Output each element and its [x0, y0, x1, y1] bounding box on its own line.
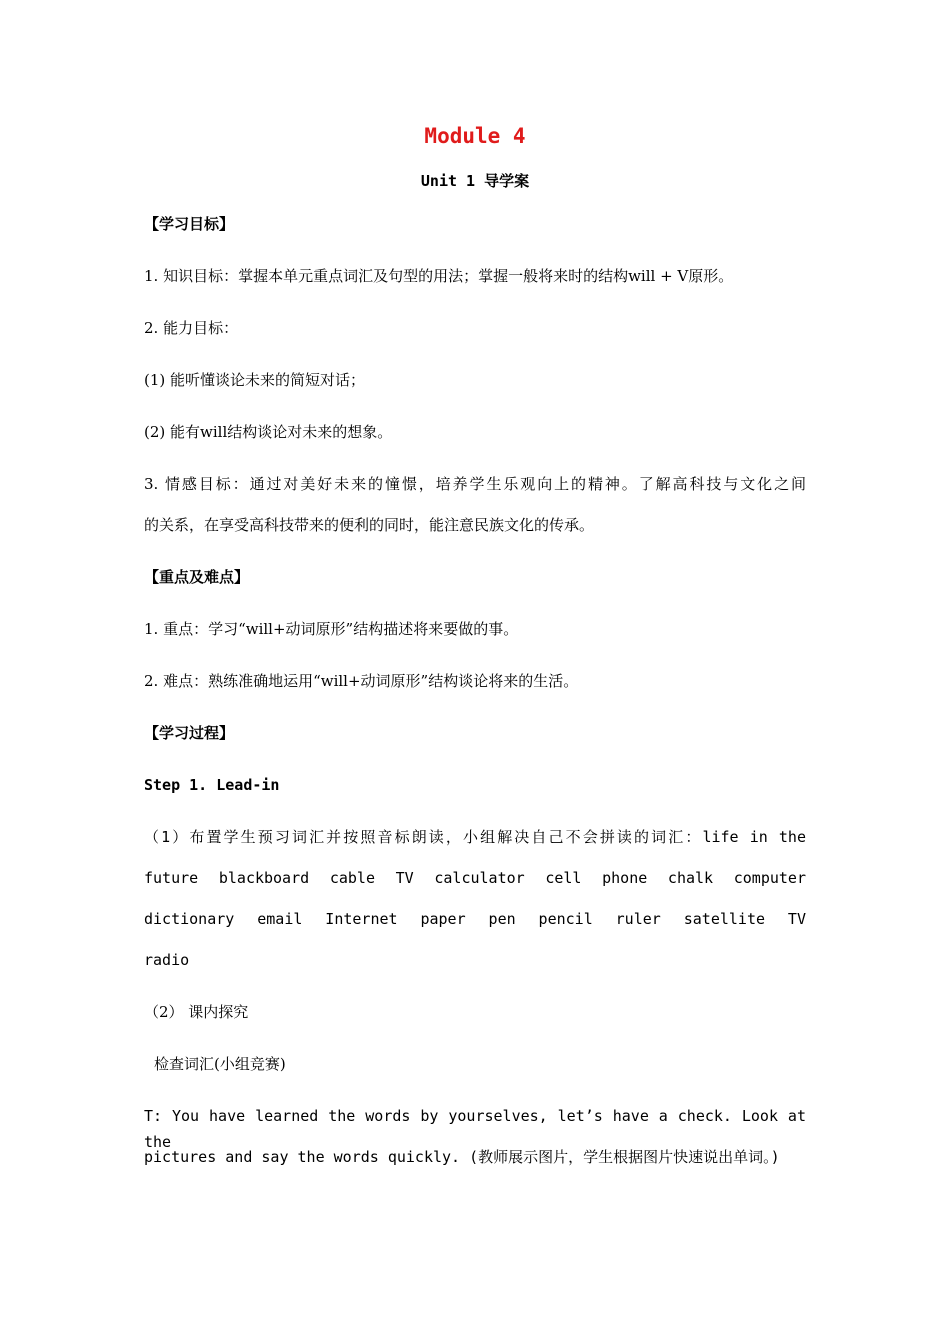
process-heading: 【学习过程】 — [144, 724, 235, 742]
goal-emotion-line-2: 的关系，在享受高科技带来的便利的同时，能注意民族文化的传承。 — [144, 516, 595, 534]
check-vocab: 检查词汇(小组竞赛) — [154, 1055, 286, 1073]
goal-ability-item-2: (2) 能有will结构谈论对未来的想象。 — [144, 423, 393, 441]
teacher-line-2: pictures and say the words quickly. (教师展示图片，学生根据图片快速说出单词。) — [144, 1148, 780, 1166]
goals-heading: 【学习目标】 — [144, 215, 235, 233]
unit-subtitle: Unit 1 导学案 — [420, 172, 530, 190]
goal-ability: 2. 能力目标： — [144, 319, 239, 337]
step-1-heading: Step 1. Lead-in — [144, 776, 280, 794]
key-points-heading: 【重点及难点】 — [144, 568, 250, 586]
goal-knowledge: 1. 知识目标：掌握本单元重点词汇及句型的用法；掌握一般将来时的结构will + V原形。 — [144, 267, 734, 285]
vocab-list-line-3: dictionary email Internet paper pen pencil ruler satellite TV — [144, 910, 806, 928]
module-title: Module 4 — [424, 124, 526, 148]
teacher-line-1: T: You have learned the words by yourselves, let’s have a check. Look at the — [144, 1107, 806, 1151]
vocab-list-line-4: radio — [144, 951, 190, 969]
goal-ability-item-1: (1) 能听懂谈论未来的简短对话； — [144, 371, 366, 389]
explore-section: （2） 课内探究 — [144, 1003, 249, 1021]
vocab-list-line-2: future blackboard cable TV calculator cell phone chalk computer — [144, 869, 806, 887]
goal-emotion-line-1: 3. 情感目标：通过对美好未来的憧憬，培养学生乐观向上的精神。了解高科技与文化之间 — [144, 475, 806, 493]
difficult-point: 2. 难点：熟练准确地运用“will+动词原形”结构谈论将来的生活。 — [144, 672, 579, 690]
key-point: 1. 重点：学习“will+动词原形”结构描述将来要做的事。 — [144, 620, 519, 638]
vocab-instruction-line-1: （1）布置学生预习词汇并按照音标朗读，小组解决自己不会拼读的词汇：life in the — [144, 828, 806, 846]
